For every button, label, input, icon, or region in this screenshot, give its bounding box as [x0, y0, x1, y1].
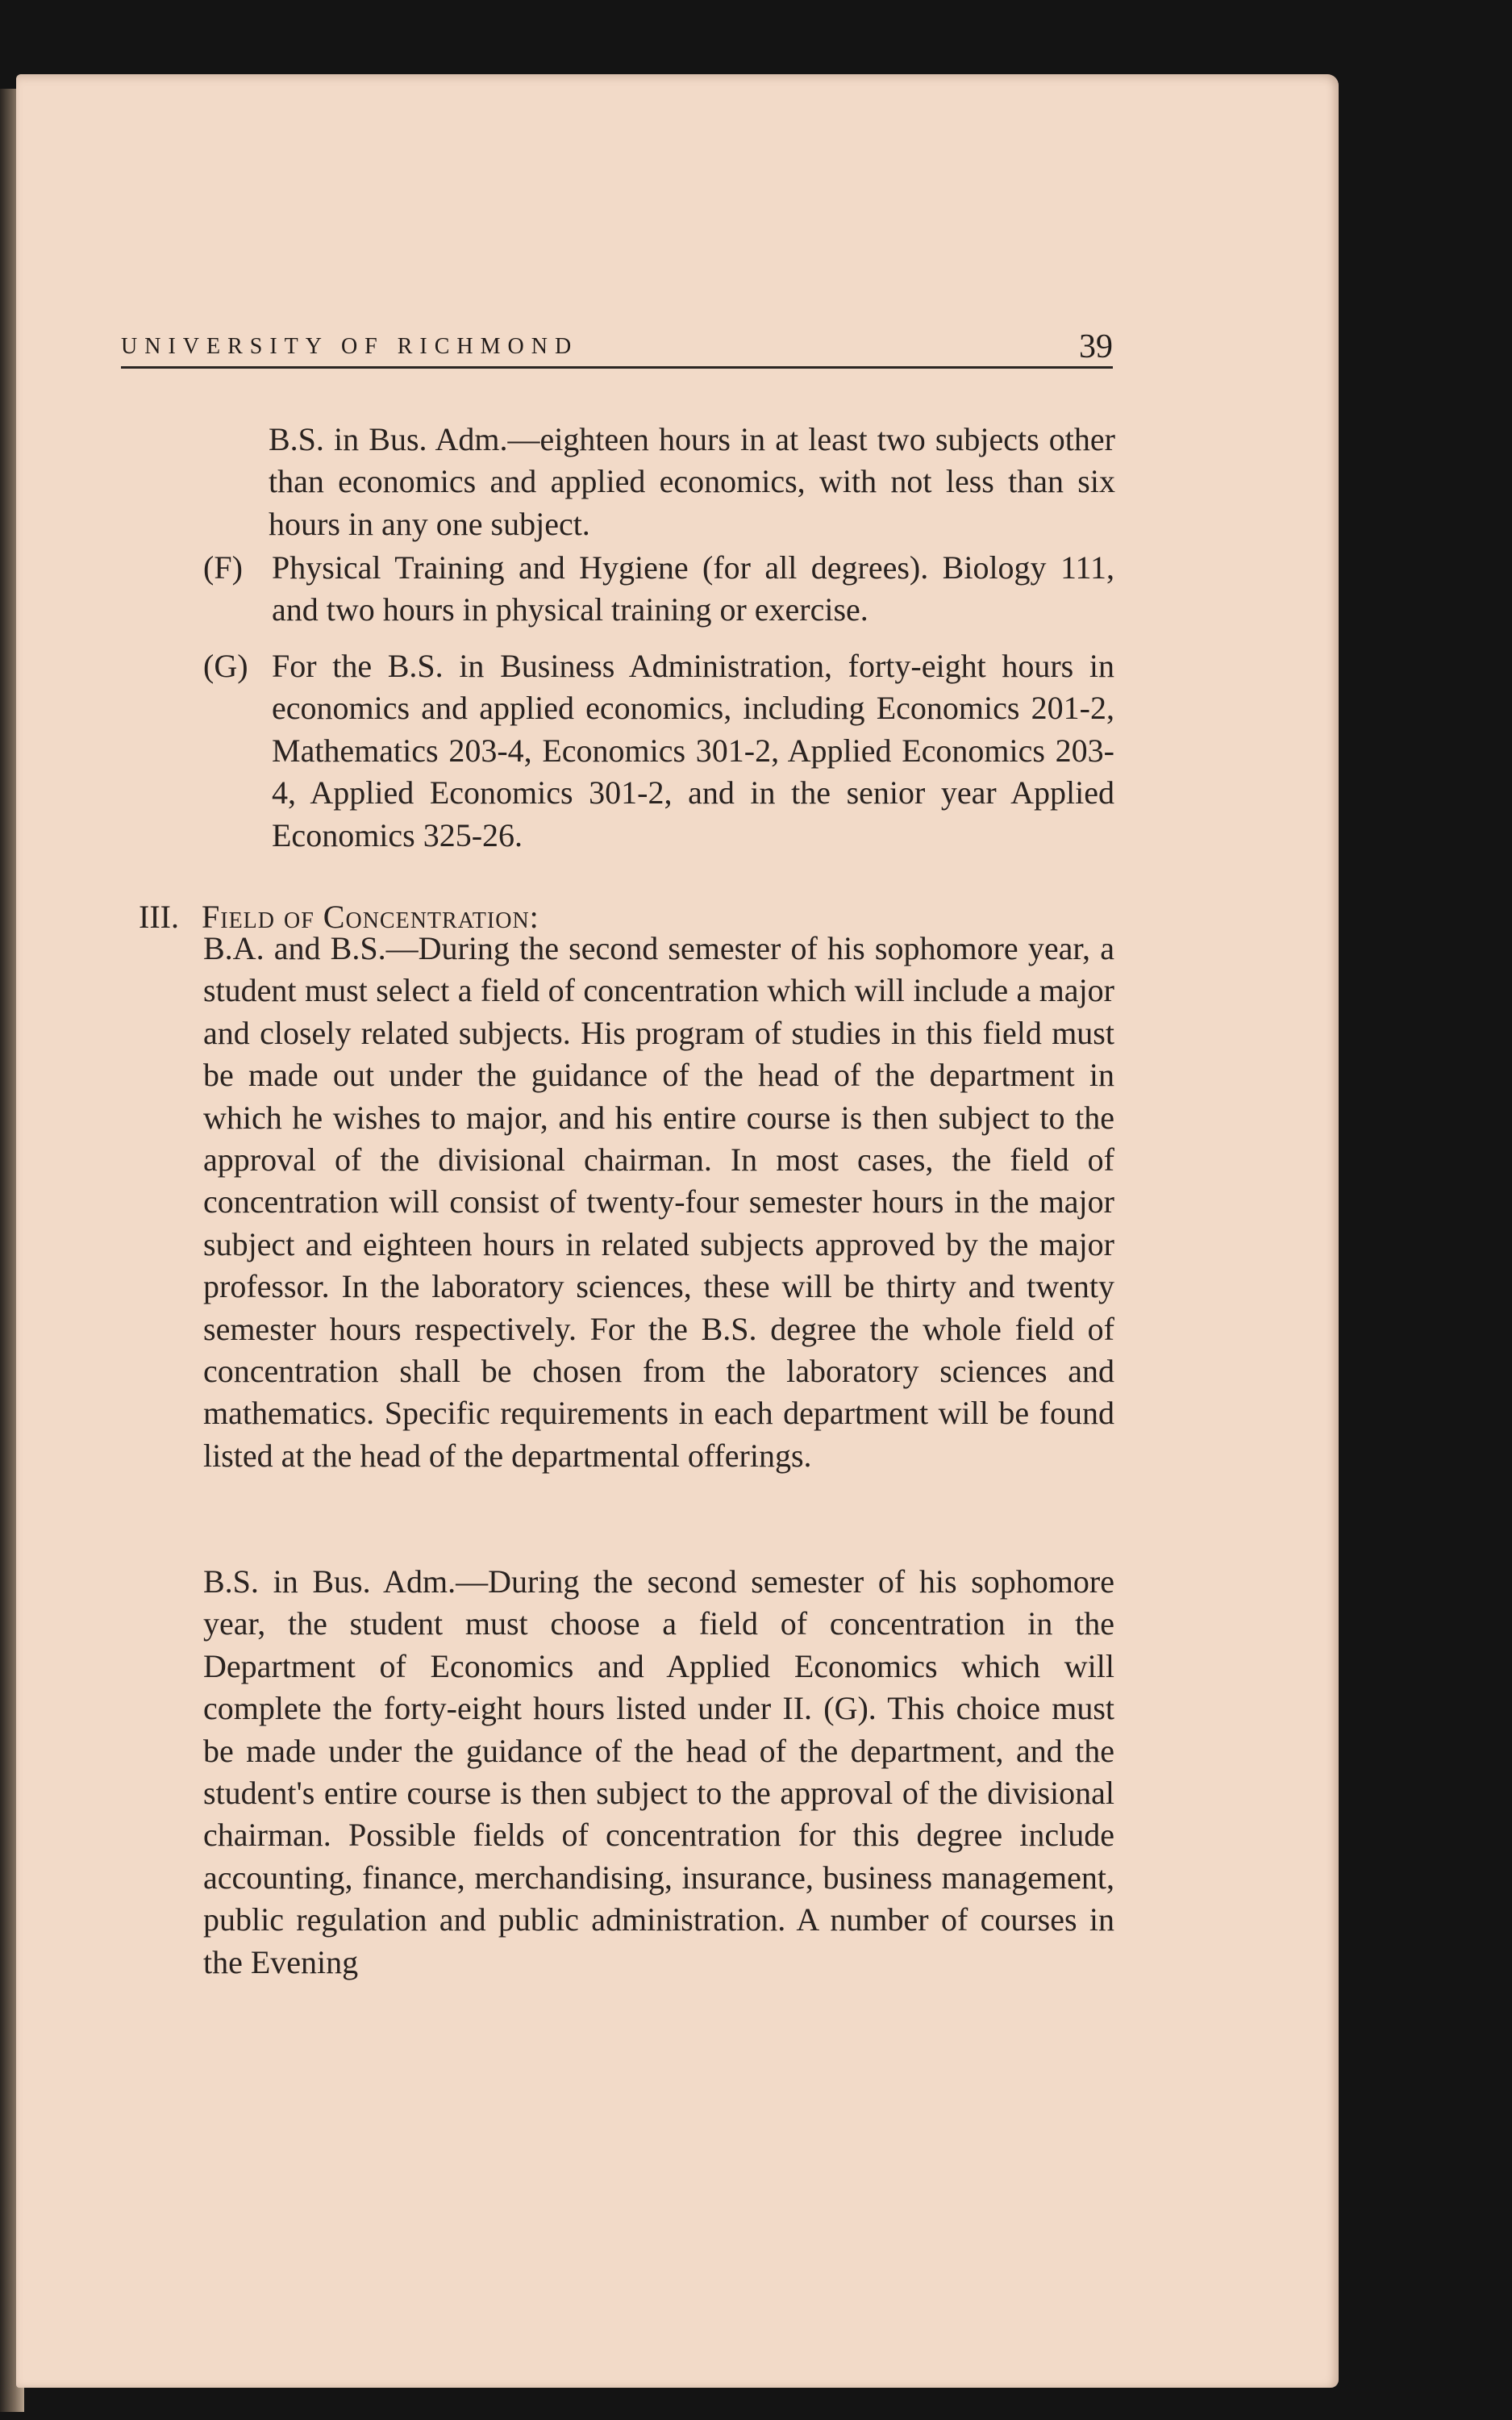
concentration-paragraph-ba-bs: B.A. and B.S.—During the second semester of his sophomore year, a student must select a field of concentration which will include a major and closely related subjects. His program of studies in this field must be made out under the guidance of the head of the department in which he wishes to major, and his entire course is then subject to the approval of the divisional chairman. In most cases, the field of concentration will consist of twenty-four semester hours in the major subject and eighteen hours in related subjects approved by the major professor. In the laboratory sciences, these will be thirty and twenty semester hours respectively. For the B.S. degree the whole field of concentration shall be chosen from the laboratory sciences and mathematics. Specific requirements in each department will be found listed at the head of the departmental offerings.: [203, 930, 1114, 1474]
running-title: UNIVERSITY OF RICHMOND: [121, 334, 579, 359]
running-head: [121, 321, 1113, 369]
item-text: For the B.S. in Business Administration, forty-eight hours in economics and applied economics, including Economics 201-2, Mathematics 203-4, Economics 301-2, Applied Economics 203-4, Applied Economics 301-2, and in the senior year Applied Economics 325-26.: [272, 648, 1114, 853]
requirement-item-g: [203, 645, 1114, 857]
section-numeral: III.: [139, 899, 179, 935]
item-text: Physical Training and Hygiene (for all degrees). Biology 111, and two hours in physical training or exercise.: [272, 549, 1114, 628]
section-title: Field of Concentration:: [202, 899, 539, 935]
page-number: 39: [1079, 328, 1113, 365]
item-label: (F): [203, 549, 243, 586]
continuation-paragraph: B.S. in Bus. Adm.—eighteen hours in at least two subjects other than economics and applied economics, with not less than six hours in any one subject.: [269, 421, 1115, 542]
item-label: (G): [203, 648, 248, 684]
requirement-item-f: [203, 547, 1114, 632]
concentration-paragraph-bus-adm: B.S. in Bus. Adm.—During the second semester of his sophomore year, the student must choose a field of concentration in the Department of Economics and Applied Economics which will complete the forty-eight hours listed under II. (G). This choice must be made under the guidance of the head of the department, and the student's entire course is then subject to the approval of the divisional chairman. Possible fields of concentration for this degree include accounting, finance, merchandising, insurance, business management, public regulation and public administration. A number of courses in the Evening: [203, 1563, 1114, 1980]
